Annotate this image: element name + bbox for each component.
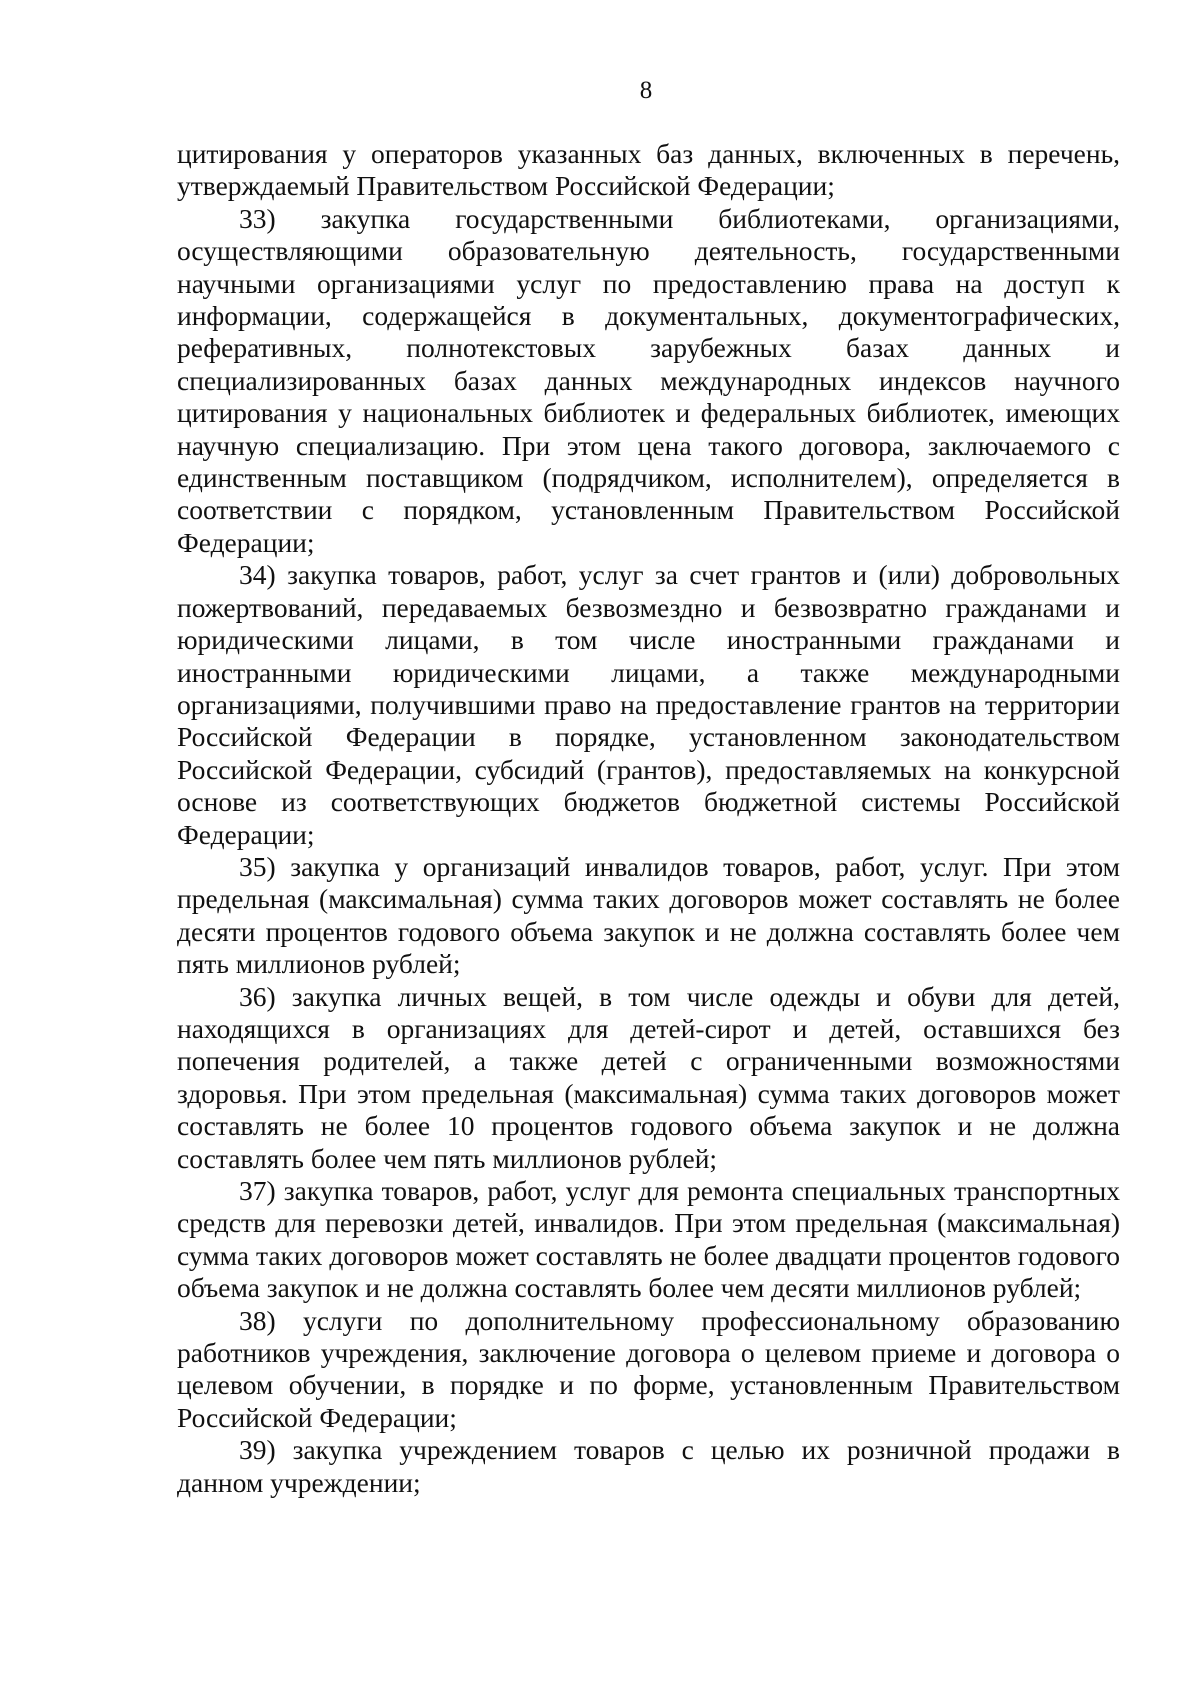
paragraph-item-38: 38) услуги по дополнительному профессиональному образованию работников учреждения, заключение договора о целевом приеме и договора о целевом обучении, в порядке и по форме, установленным Правительством Российской Федерации;	[177, 1304, 1120, 1433]
paragraph-item-36: 36) закупка личных вещей, в том числе одежды и обуви для детей, находящихся в организациях для детей-сирот и детей, оставшихся без попечения родителей, а также детей с ограниченными возможностями здоровья. При этом предельная (максимальная) сумма таких договоров может составлять не более 10 процентов годового объема закупок и не должна составлять более чем пять миллионов рублей;	[177, 980, 1120, 1174]
paragraph-item-37: 37) закупка товаров, работ, услуг для ремонта специальных транспортных средств для перевозки детей, инвалидов. При этом предельная (максимальная) сумма таких договоров может составлять не более двадцати процентов годового объема закупок и не должна составлять более чем десяти миллионов рублей;	[177, 1175, 1120, 1304]
document-body	[177, 138, 1120, 1499]
paragraph-item-35: 35) закупка у организаций инвалидов товаров, работ, услуг. При этом предельная (максимальная) сумма таких договоров может составлять не более десяти процентов годового объема закупок и не должна составлять более чем пять миллионов рублей;	[177, 850, 1120, 980]
paragraph-item-39: 39) закупка учреждением товаров с целью их розничной продажи в данном учреждении;	[177, 1434, 1120, 1498]
paragraph-item-33: 33) закупка государственными библиотеками, организациями, осуществляющими образовательную деятельность, государственными научными организациями услуг по предоставлению права на доступ к информации, содержащейся в документальных, документографических, реферативных, полнотекстовых зарубежных базах данных и специализированных базах данных международных индексов научного цитирования у национальных библиотек и федеральных библиотек, имеющих научную специализацию. При этом цена такого договора, заключаемого с единственным поставщиком (подрядчиком, исполнителем), определяется в соответствии с порядком, установленным Правительством Российской Федерации;	[177, 202, 1120, 558]
page-number: 8	[639, 77, 653, 104]
paragraph-item-34: 34) закупка товаров, работ, услуг за счет грантов и (или) добровольных пожертвований, передаваемых безвозмездно и безвозвратно гражданами и юридическими лицами, в том числе иностранными гражданами и иностранными юридическими лицами, а также международными организациями, получившими право на предоставление грантов на территории Российской Федерации в порядке, установленном законодательством Российской Федерации, субсидий (грантов), предоставляемых на конкурсной основе из соответствующих бюджетов бюджетной системы Российской Федерации;	[177, 559, 1120, 850]
paragraph-continuation: цитирования у операторов указанных баз данных, включенных в перечень, утверждаемый Правительством Российской Федерации;	[177, 138, 1120, 202]
